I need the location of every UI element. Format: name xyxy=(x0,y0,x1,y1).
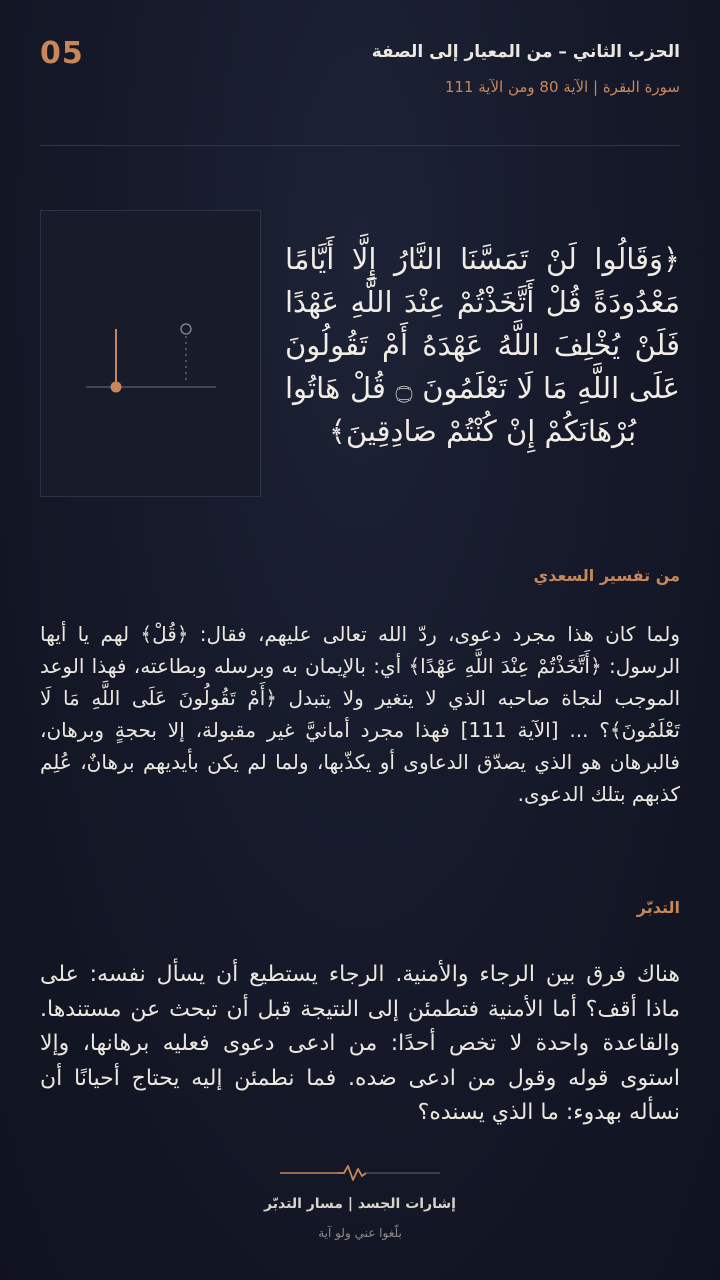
tafsir-label: من تفسير السعدي xyxy=(533,566,680,585)
tafsir-text: ولما كان هذا مجرد دعوى، ردّ الله تعالى عليهم، فقال: ﴿قُلْ﴾ لهم يا أيها الرسول: ﴿أَتَّخَذْتُمْ عِنْدَ اللَّهِ عَهْدًا﴾ أي: بالإيمان به وبرسله وبطاعته، فهذا الوعد الموجب لنجاة صاحبه الذي لا يتغير ولا يتبدل ﴿أَمْ تَقُولُونَ عَلَى اللَّهِ مَا لَا تَعْلَمُونَ﴾؟ ... [الآية 111] فهذا مجرد أمانيَّ غير مقبولة، إلا بحجةٍ وبرهان، فالبرهان هو الذي يصدّق الدعاوى أو يكذّبها، ولما لم يكن بأيديهم برهانٌ، عُلِم كذبهم بتلك الدعوى. xyxy=(40,622,680,806)
illustration-panel xyxy=(40,210,261,497)
footer-title: إشارات الجسد | مسار التدبّر xyxy=(264,1196,456,1212)
quran-verse: ﴿وَقَالُوا لَنْ تَمَسَّنَا النَّارُ إِلَّا أَيَّامًا مَعْدُودَةً قُلْ أَتَّخَذْتُمْ عِنْدَ اللَّهِ عَهْدًا فَلَنْ يُخْلِفَ اللَّهُ عَهْدَهُ أَمْ تَقُولُونَ عَلَى اللَّهِ مَا لَا تَعْلَمُونَ ۝ قُلْ هَاتُوا بُرْهَانَكُمْ إِنْ كُنْتُمْ صَادِقِينَ﴾ xyxy=(285,242,680,448)
header-divider xyxy=(40,145,680,146)
heartbeat-line-icon xyxy=(280,1161,440,1185)
header-title: الحزب الثاني – من المعيار إلى الصفة xyxy=(371,42,680,62)
page-number: 05 xyxy=(40,36,84,71)
tadabbur-label: التدبّر xyxy=(636,898,680,917)
tadabbur-text: هناك فرق بين الرجاء والأمنية. الرجاء يستطيع أن يسأل نفسه: على ماذا أقف؟ أما الأمنية فتطمئن إلى النتيجة قبل أن تبحث عن مستندها. والقاعدة واحدة لا تخص أحدًا: من ادعى دعوى فعليه برهانها، وإلا استوى قوله وقول من ادعى ضده. فما نطمئن إليه يحتاج أحيانًا أن نسأله بهدوء: ما الذي يسنده؟ xyxy=(40,962,680,1125)
footer-tagline: بلّغوا عني ولو آية xyxy=(318,1226,402,1240)
header-subtitle: سورة البقرة | الآية 80 ومن الآية 111 xyxy=(444,78,680,96)
scale-balance-illustration-icon xyxy=(41,211,260,496)
